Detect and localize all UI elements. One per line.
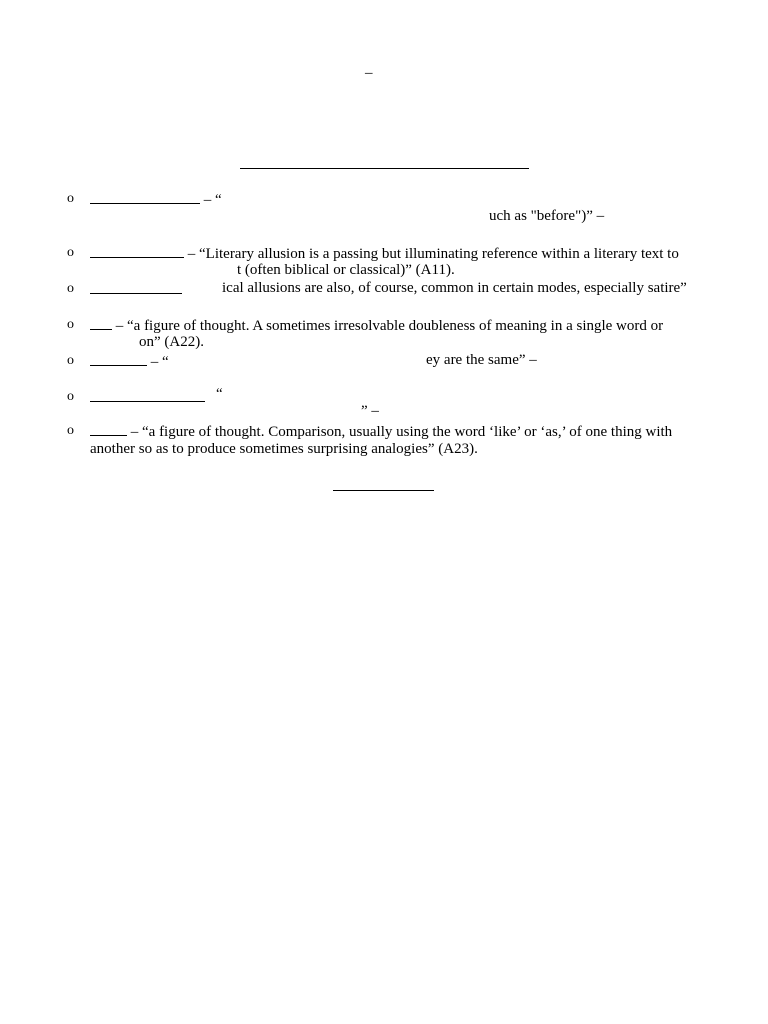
- list-bullet: o: [67, 423, 74, 438]
- fill-in-blank[interactable]: [90, 351, 147, 366]
- list-item-line: [90, 351, 169, 371]
- list-item-text: ical allusions are also, of course, common in certain modes, especially satire”: [222, 280, 687, 296]
- list-bullet: o: [67, 353, 74, 368]
- list-item-text: – “Literary allusion is a passing but illuminating reference within a literary text to: [184, 246, 679, 262]
- title-blank-line: [240, 168, 529, 169]
- list-item-continuation: ” –: [361, 403, 379, 419]
- list-item-line: [90, 243, 679, 263]
- fill-in-blank[interactable]: [90, 243, 184, 258]
- list-bullet: o: [67, 281, 74, 296]
- bottom-blank-line: [333, 490, 434, 491]
- list-bullet: o: [67, 191, 74, 206]
- list-item-continuation: t (often biblical or classical)” (A11).: [237, 262, 455, 278]
- list-bullet: o: [67, 245, 74, 260]
- fill-in-blank[interactable]: [90, 387, 205, 402]
- list-item-continuation: uch as "before")” –: [489, 208, 605, 224]
- fill-in-blank[interactable]: [90, 189, 200, 204]
- fill-in-blank[interactable]: [90, 315, 112, 330]
- list-item-line: [90, 279, 182, 299]
- list-item-line: [90, 387, 205, 407]
- list-item-text: – “a figure of thought. Comparison, usually using the word ‘like’ or ‘as,’ of one thing with: [127, 424, 673, 440]
- list-item-continuation: ey are the same” –: [426, 352, 537, 368]
- list-item-text: “: [216, 386, 223, 402]
- list-item-continuation: another so as to produce sometimes surprising analogies” (A23).: [90, 441, 478, 457]
- list-item-continuation: on” (A22).: [139, 334, 204, 350]
- list-item-line: [90, 189, 222, 209]
- list-bullet: o: [67, 389, 74, 404]
- list-item-text: – “: [200, 192, 222, 208]
- list-bullet: o: [67, 317, 74, 332]
- list-item-text: – “a figure of thought. A sometimes irresolvable doubleness of meaning in a single word or: [112, 318, 664, 334]
- top-dash: –: [365, 65, 373, 81]
- list-item-line: [90, 315, 663, 335]
- list-item-line: [90, 421, 672, 441]
- fill-in-blank[interactable]: [90, 421, 127, 436]
- list-item-text: – “: [147, 354, 169, 370]
- fill-in-blank[interactable]: [90, 279, 182, 294]
